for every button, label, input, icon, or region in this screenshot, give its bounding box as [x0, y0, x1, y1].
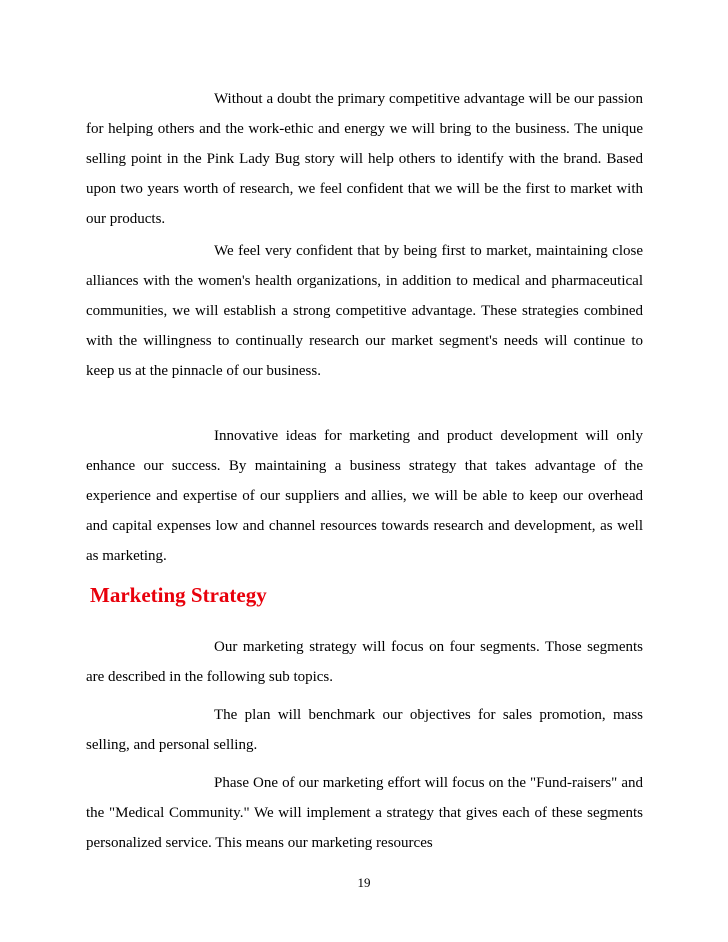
page-number: 19 [357, 875, 371, 890]
paragraph-phase-one: Phase One of our marketing effort will focus on the "Fund-raisers" and the "Medical Community." We will implement a strategy that gives each of these segments personalized service. This means our marketing resources [86, 775, 643, 851]
paragraph-benchmark: The plan will benchmark our objectives for sales promotion, mass selling, and personal selling. [86, 707, 643, 753]
paragraph-four-segments: Our marketing strategy will focus on four segments. Those segments are described in the following sub topics. [86, 639, 643, 685]
paragraph-competitive-advantage: Without a doubt the primary competitive advantage will be our passion for helping others and the work-ethic and energy we will bring to the business. The unique selling point in the Pink Lady Bug story will help others to identify with the brand. Based upon two years worth of research, we feel confident that we will be the first to market with our products. [86, 91, 643, 227]
paragraph-first-to-market: We feel very confident that by being first to market, maintaining close alliances with the women's health organizations, in addition to medical and pharmaceutical communities, we will establish a strong competitive advantage. These strategies combined with the willingness to continually research our market segment's needs will continue to keep us at the pinnacle of our business. [86, 243, 643, 379]
section-heading: Marketing Strategy [90, 583, 267, 607]
paragraph-innovative-ideas: Innovative ideas for marketing and product development will only enhance our success. By maintaining a business strategy that takes advantage of the experience and expertise of our suppliers and allies, we will be able to keep our overhead and capital expenses low and channel resources towards research and development, as well as marketing. [86, 428, 643, 564]
